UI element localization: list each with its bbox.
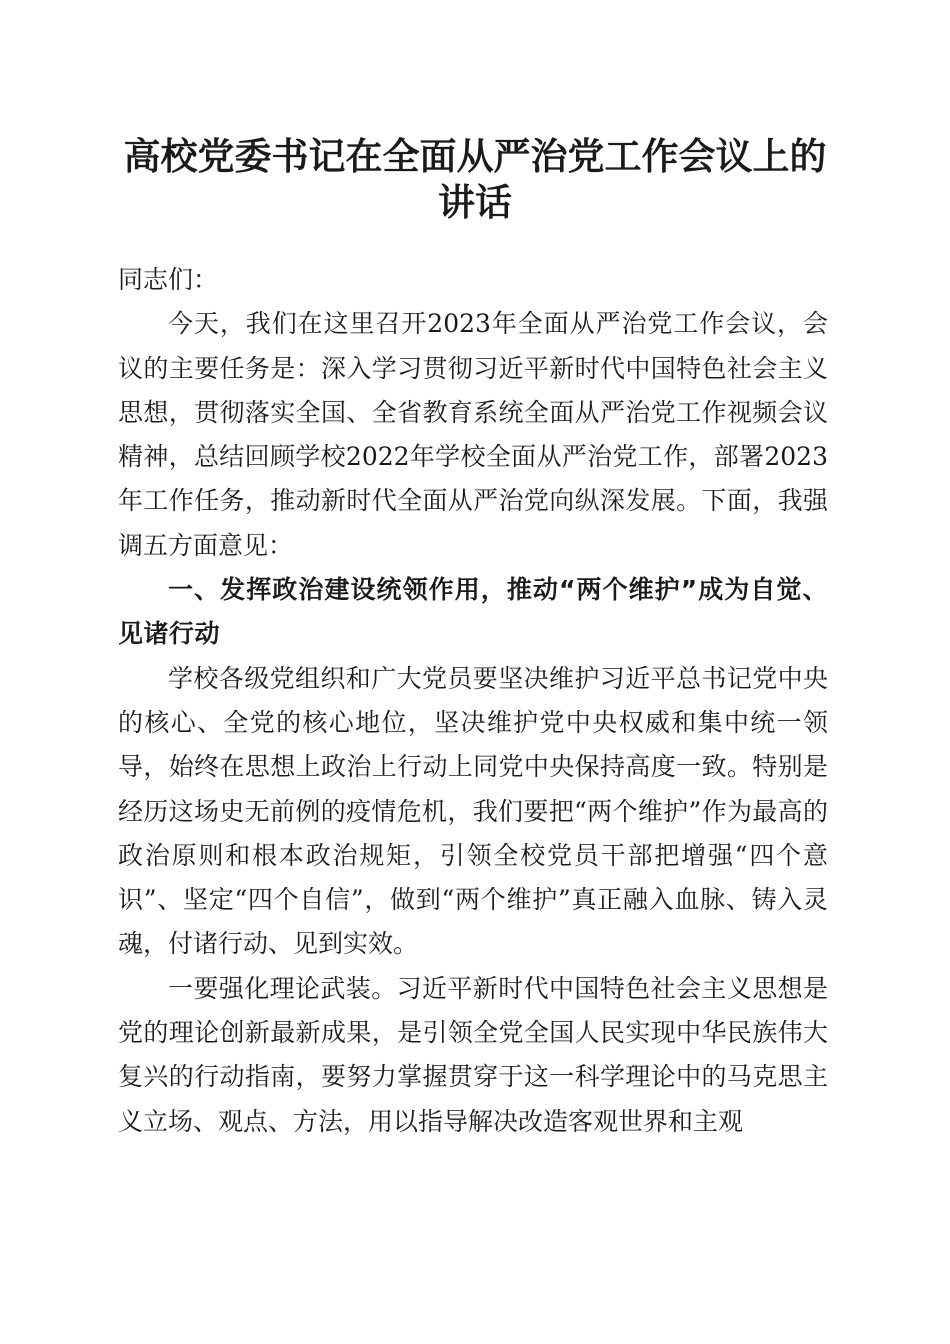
paragraph-section-1: 学校各级党组织和广大党员要坚决维护习近平总书记党中央的核心、全党的核心地位，坚决维护党中央权威和集中统一领导，始终在思想上政治上行动上同党中央保持高度一致。特别是经历这场史无前例的疫情危机，我们要把“两个维护”作为最高的政治原则和根本政治规矩，引领全校党员干部把增强“四个意识”、坚定“四个自信”，做到“两个维护”真正融入血脉、铸入灵魂，付诸行动、见到实效。: [118, 663, 828, 959]
document-body: [118, 250, 828, 1144]
salutation: 同志们：: [118, 265, 219, 294]
section-heading-1: 一、发挥政治建设统领作用，推动“两个维护”成为自觉、见诸行动: [118, 575, 828, 649]
paragraph-theory: 一要强化理论武装。习近平新时代中国特色社会主义思想是党的理论创新最新成果，是引领全党全国人民实现中华民族伟大复兴的行动指南，要努力掌握贯穿于这一科学理论中的马克思主义立场、观点、方法，用以指导解决改造客观世界和主观: [118, 973, 828, 1136]
paragraph-intro: 今天，我们在这里召开2023年全面从严治党工作会议，会议的主要任务是：深入学习贯彻习近平新时代中国特色社会主义思想，贯彻落实全国、全省教育系统全面从严治党工作视频会议精神，总结回顾学校2022年学校全面从严治党工作，部署2023年工作任务，推动新时代全面从严治党向纵深发展。下面，我强调五方面意见：: [118, 309, 828, 560]
document-title: 高校党委书记在全面从严治党工作会议上的讲话: [123, 134, 827, 224]
